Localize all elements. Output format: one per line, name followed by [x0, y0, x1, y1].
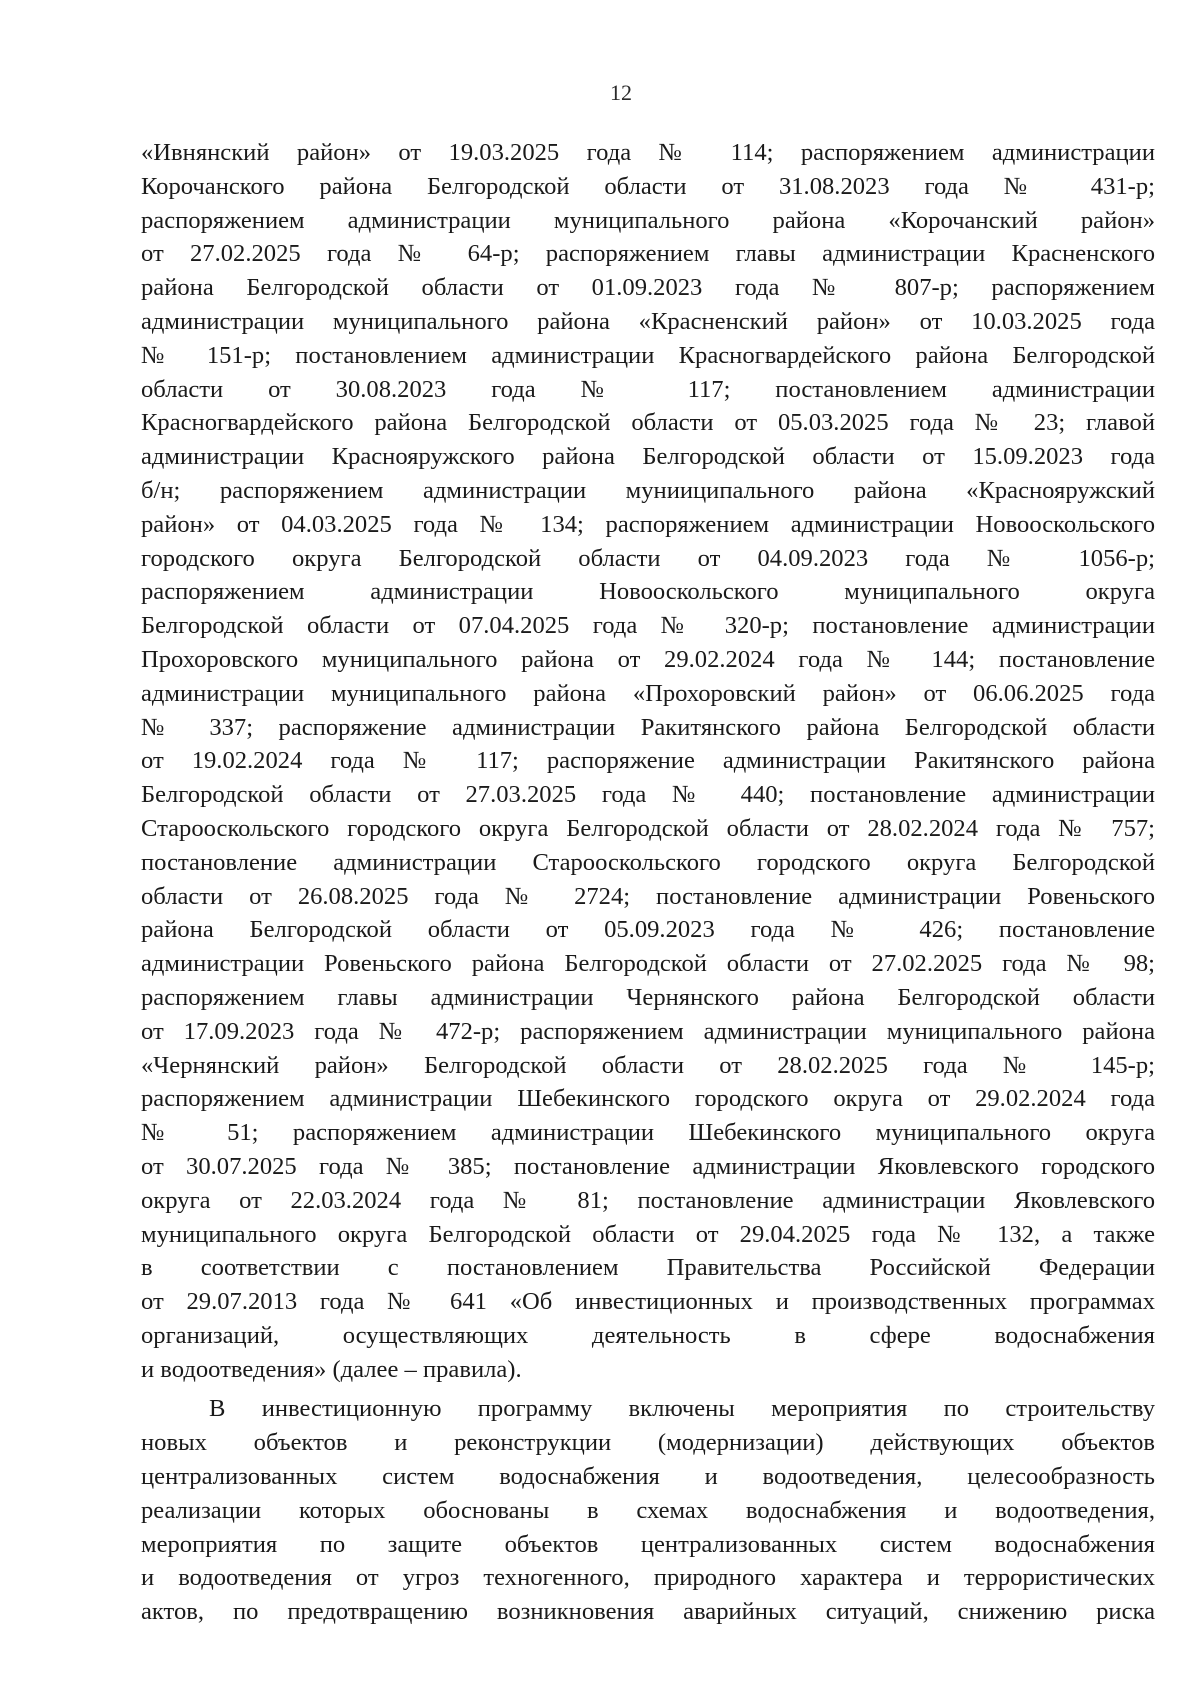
text-line: Прохоровского муниципального района от 29.02.2024 года № 144; постановление: [141, 645, 1155, 673]
text-line: от 30.07.2025 года № 385; постановление администрации Яковлевского городского: [141, 1152, 1155, 1180]
text-line: от 17.09.2023 года № 472-р; распоряжением администрации муниципального района: [141, 1017, 1155, 1045]
text-line: городского округа Белгородской области от 04.09.2023 года № 1056-р;: [141, 544, 1155, 572]
text-line: реализации которых обоснованы в схемах водоснабжения и водоотведения,: [141, 1496, 1155, 1524]
text-line: «Чернянский район» Белгородской области от 28.02.2025 года № 145-р;: [141, 1051, 1155, 1079]
text-line: администрации муниципального района «Красненский район» от 10.03.2025 года: [141, 307, 1155, 335]
text-line: области от 26.08.2025 года № 2724; постановление администрации Ровеньского: [141, 882, 1155, 910]
text-line: от 29.07.2013 года № 641 «Об инвестиционных и производственных программах: [141, 1288, 1155, 1316]
text-line: № 51; распоряжением администрации Шебекинского муниципального округа: [141, 1119, 1155, 1147]
text-line: области от 30.08.2023 года № 117; постановлением администрации: [141, 375, 1155, 403]
text-line: округа от 22.03.2024 года № 81; постановление администрации Яковлевского: [141, 1186, 1155, 1214]
text-line: от 19.02.2024 года № 117; распоряжение администрации Ракитянского района: [141, 747, 1155, 775]
paragraph-2: [141, 1392, 1155, 1629]
text-line: новых объектов и реконструкции (модернизации) действующих объектов: [141, 1429, 1155, 1457]
text-line: и водоотведения от угроз техногенного, природного характера и террористических: [141, 1564, 1155, 1592]
text-line: Корочанского района Белгородской области от 31.08.2023 года № 431-р;: [141, 172, 1155, 200]
text-line: Красногвардейского района Белгородской области от 05.03.2025 года № 23; главой: [141, 409, 1155, 437]
text-line: Белгородской области от 07.04.2025 года № 320-р; постановление администрации: [141, 612, 1155, 640]
text-line: от 27.02.2025 года № 64-р; распоряжением главы администрации Красненского: [141, 240, 1155, 268]
text-line: «Ивнянский район» от 19.03.2025 года № 114; распоряжением администрации: [141, 139, 1155, 166]
text-line: администрации Краснояружского района Белгородской области от 15.09.2023 года: [141, 443, 1155, 471]
text-line: района Белгородской области от 05.09.2023 года № 426; постановление: [141, 916, 1155, 944]
text-line: района Белгородской области от 01.09.2023 года № 807-р; распоряжением: [141, 274, 1155, 302]
text-line: постановление администрации Старооскольского городского округа Белгородской: [141, 848, 1155, 876]
text-line: распоряжением администрации Новооскольского муниципального округа: [141, 578, 1155, 606]
text-line: администрации Ровеньского района Белгородской области от 27.02.2025 года № 98;: [141, 950, 1155, 978]
text-line: организаций, осуществляющих деятельность в сфере водоснабжения: [141, 1321, 1155, 1349]
text-line: и водоотведения» (далее – правила).: [141, 1355, 522, 1383]
text-line: распоряжением администрации Шебекинского городского округа от 29.02.2024 года: [141, 1085, 1155, 1113]
text-line: б/н; распоряжением администрации мунииципального района «Краснояружский: [141, 476, 1155, 504]
text-line: распоряжением главы администрации Чернянского района Белгородской области: [141, 983, 1155, 1011]
text-line: администрации муниципального района «Прохоровский район» от 06.06.2025 года: [141, 679, 1155, 707]
text-line: Старооскольского городского округа Белгородской области от 28.02.2024 года № 757;: [141, 814, 1155, 842]
body-text: [141, 136, 1155, 1629]
text-line: № 337; распоряжение администрации Ракитянского района Белгородской области: [141, 713, 1155, 741]
text-line: в соответствии с постановлением Правительства Российской Федерации: [141, 1254, 1155, 1282]
text-line: муниципального округа Белгородской области от 29.04.2025 года № 132, а также: [141, 1220, 1155, 1248]
page-number: 12: [610, 80, 632, 105]
text-line: мероприятия по защите объектов централизованных систем водоснабжения: [141, 1530, 1155, 1558]
text-line: распоряжением администрации муниципального района «Корочанский район»: [141, 206, 1155, 234]
text-line: № 151-р; постановлением администрации Красногвардейского района Белгородской: [141, 341, 1155, 369]
paragraph-1: [141, 136, 1155, 1386]
text-line: актов, по предотвращению возникновения аварийных ситуаций, снижению риска: [141, 1598, 1155, 1626]
text-line: Белгородской области от 27.03.2025 года № 440; постановление администрации: [141, 781, 1155, 809]
text-line: В инвестиционную программу включены мероприятия по строительству: [209, 1395, 1155, 1423]
text-line: централизованных систем водоснабжения и водоотведения, целесообразность: [141, 1463, 1155, 1491]
text-line: район» от 04.03.2025 года № 134; распоряжением администрации Новооскольского: [141, 510, 1155, 538]
